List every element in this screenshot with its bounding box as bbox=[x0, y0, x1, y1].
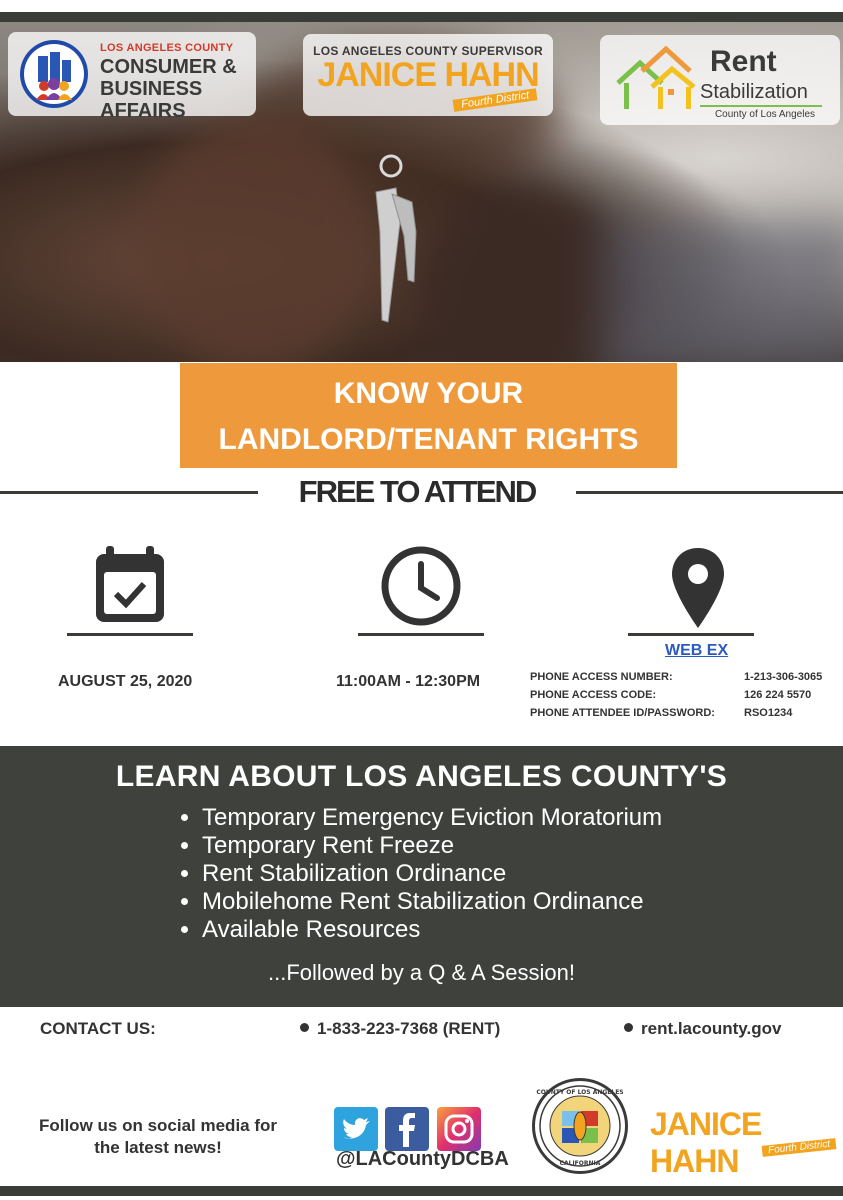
list-item: • Mobilehome Rent Stabilization Ordinance bbox=[202, 888, 662, 916]
top-border bbox=[0, 0, 843, 14]
topics-list bbox=[176, 804, 662, 944]
hahn-logo-district: Fourth District bbox=[453, 88, 538, 112]
calendar-icon bbox=[92, 544, 168, 631]
phone-access-number-value: 1-213-306-3065 bbox=[744, 671, 823, 683]
hero-image bbox=[0, 22, 843, 362]
phone-access-code-value: 126 224 5570 bbox=[744, 689, 812, 701]
attendee-id-value: RSO1234 bbox=[744, 707, 793, 719]
dcba-logo bbox=[8, 32, 256, 122]
phone-access-number-label: PHONE ACCESS NUMBER: bbox=[530, 671, 673, 683]
rent-logo-title: Rent bbox=[710, 45, 777, 78]
bottom-border bbox=[0, 1186, 843, 1196]
hahn-logo-name: JANICE HAHN bbox=[317, 56, 539, 94]
social-handle[interactable]: @LACountyDCBA bbox=[336, 1148, 509, 1170]
location-underline bbox=[628, 633, 754, 636]
list-item: • Temporary Rent Freeze bbox=[202, 832, 662, 860]
learn-section bbox=[0, 746, 843, 1007]
qa-followup: ...Followed by a Q & A Session! bbox=[268, 960, 575, 985]
event-time: 11:00AM - 12:30PM bbox=[336, 673, 481, 690]
learn-heading: LEARN ABOUT LOS ANGELES COUNTY'S bbox=[115, 760, 728, 793]
rent-stabilization-logo bbox=[600, 35, 840, 125]
instagram-icon[interactable] bbox=[437, 1107, 481, 1151]
title-banner bbox=[180, 363, 677, 468]
list-item: • Temporary Emergency Eviction Moratorium bbox=[202, 804, 662, 832]
contact-label: CONTACT US: bbox=[40, 1019, 156, 1038]
follow-us-text: Follow us on social media for the latest news! bbox=[38, 1116, 278, 1157]
free-to-attend-text: FREE TO ATTEND bbox=[298, 474, 536, 509]
list-item: • Rent Stabilization Ordinance bbox=[202, 860, 662, 888]
clock-icon bbox=[379, 544, 463, 633]
event-date: AUGUST 25, 2020 bbox=[58, 673, 193, 690]
rent-logo-county: County of Los Angeles bbox=[714, 109, 816, 120]
svg-text:CALIFORNIA: CALIFORNIA bbox=[559, 1160, 601, 1167]
svg-text:COUNTY OF LOS ANGELES: COUNTY OF LOS ANGELES bbox=[536, 1089, 624, 1096]
houses-icon bbox=[614, 43, 700, 113]
dcba-logo-icon bbox=[20, 40, 88, 108]
contact-website[interactable]: rent.lacounty.gov bbox=[624, 1019, 781, 1039]
hahn-footer-district: Fourth District bbox=[762, 1138, 837, 1157]
phone-access-code-label: PHONE ACCESS CODE: bbox=[530, 689, 657, 701]
hahn-footer-logo: JANICE HAHN bbox=[650, 1106, 762, 1179]
list-item: • Available Resources bbox=[202, 916, 662, 944]
time-underline bbox=[358, 633, 484, 636]
dcba-logo-small: LOS ANGELES COUNTY bbox=[100, 42, 234, 54]
bullet-icon bbox=[300, 1023, 309, 1032]
county-seal-icon bbox=[532, 1078, 628, 1174]
hahn-logo bbox=[303, 34, 553, 116]
title-line-2: LANDLORD/TENANT RIGHTS bbox=[218, 423, 639, 456]
free-to-attend-row bbox=[0, 472, 843, 512]
bullet-icon bbox=[624, 1023, 633, 1032]
keys-icon bbox=[356, 152, 426, 332]
hahn-logo-small: LOS ANGELES COUNTY SUPERVISOR bbox=[313, 44, 543, 58]
webex-link[interactable]: WEB EX bbox=[665, 642, 729, 659]
attendee-id-label: PHONE ATTENDEE ID/PASSWORD: bbox=[530, 707, 715, 719]
date-underline bbox=[67, 633, 193, 636]
rent-logo-subtitle: Stabilization bbox=[700, 81, 808, 103]
map-pin-icon bbox=[670, 546, 726, 635]
title-line-1: KNOW YOUR bbox=[333, 377, 524, 410]
contact-phone[interactable]: 1-833-223-7368 (RENT) bbox=[300, 1019, 500, 1039]
facebook-icon[interactable] bbox=[385, 1107, 429, 1151]
dcba-logo-title: CONSUMER & BUSINESS AFFAIRS bbox=[100, 56, 237, 122]
twitter-icon[interactable] bbox=[334, 1107, 378, 1151]
